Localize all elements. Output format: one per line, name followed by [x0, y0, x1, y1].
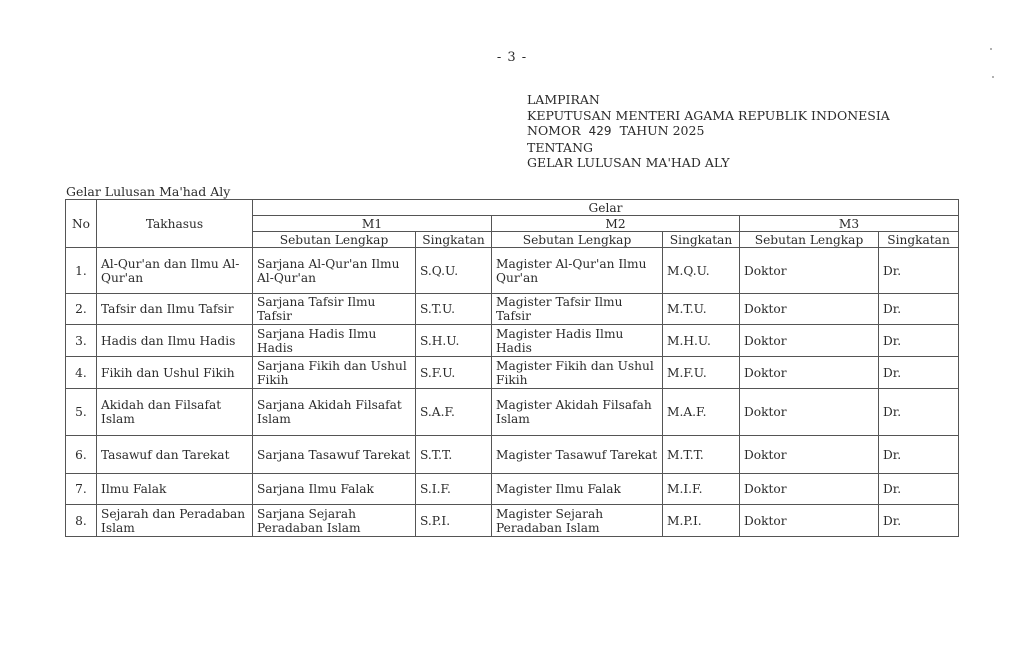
- row-no: 7.: [66, 474, 97, 505]
- header-gelar: Gelar: [253, 200, 959, 216]
- row-m2-full: Magister Fikih dan Ushul Fikih: [492, 357, 663, 389]
- header-m3-full: Sebutan Lengkap: [740, 232, 879, 248]
- table-row: [66, 389, 959, 436]
- row-m3-full: Doktor: [740, 294, 879, 325]
- header-m3-abbr: Singkatan: [879, 232, 959, 248]
- row-m1-full: Sarjana Al-Qur'an Ilmu Al-Qur'an: [253, 248, 416, 294]
- row-m3-full: Doktor: [740, 505, 879, 537]
- row-m3-full: Doktor: [740, 436, 879, 474]
- row-no: 4.: [66, 357, 97, 389]
- row-m1-abbr: S.F.U.: [416, 357, 492, 389]
- row-m1-full: Sarjana Hadis Ilmu Hadis: [253, 325, 416, 357]
- row-m3-abbr: Dr.: [879, 389, 959, 436]
- row-m2-abbr: M.T.T.: [663, 436, 740, 474]
- header-m1: M1: [253, 216, 492, 232]
- row-m1-abbr: S.H.U.: [416, 325, 492, 357]
- row-m1-full: Sarjana Tafsir Ilmu Tafsir: [253, 294, 416, 325]
- row-m2-abbr: M.F.U.: [663, 357, 740, 389]
- row-m2-full: Magister Tafsir Ilmu Tafsir: [492, 294, 663, 325]
- row-m2-abbr: M.I.F.: [663, 474, 740, 505]
- header-m2: M2: [492, 216, 740, 232]
- row-m2-full: Magister Ilmu Falak: [492, 474, 663, 505]
- row-m1-full: Sarjana Ilmu Falak: [253, 474, 416, 505]
- row-m2-abbr: M.T.U.: [663, 294, 740, 325]
- table-row: [66, 505, 959, 537]
- table-row: [66, 294, 959, 325]
- row-takhasus: Tasawuf dan Tarekat: [97, 436, 253, 474]
- table-caption: Gelar Lulusan Ma'had Aly: [66, 184, 231, 199]
- header-no: No: [66, 200, 97, 248]
- row-m3-abbr: Dr.: [879, 325, 959, 357]
- row-m1-full: Sarjana Tasawuf Tarekat: [253, 436, 416, 474]
- row-no: 6.: [66, 436, 97, 474]
- header-nomor: [527, 123, 890, 140]
- row-takhasus: Al-Qur'an dan Ilmu Al-Qur'an: [97, 248, 253, 294]
- header-takhasus: Takhasus: [97, 200, 253, 248]
- row-no: 2.: [66, 294, 97, 325]
- row-m2-abbr: M.A.F.: [663, 389, 740, 436]
- row-m2-full: Magister Tasawuf Tarekat: [492, 436, 663, 474]
- row-m3-full: Doktor: [740, 474, 879, 505]
- table-row: [66, 248, 959, 294]
- row-m2-abbr: M.P.I.: [663, 505, 740, 537]
- table-row: [66, 357, 959, 389]
- row-no: 3.: [66, 325, 97, 357]
- row-m3-abbr: Dr.: [879, 357, 959, 389]
- header-tentang: TENTANG: [527, 139, 594, 155]
- row-m2-full: Magister Sejarah Peradaban Islam: [492, 505, 663, 537]
- header-keputusan: KEPUTUSAN MENTERI AGAMA REPUBLIK INDONESIA: [527, 107, 890, 123]
- row-m3-abbr: Dr.: [879, 474, 959, 505]
- row-m1-full: Sarjana Sejarah Peradaban Islam: [253, 505, 416, 537]
- row-takhasus: Akidah dan Filsafat Islam: [97, 389, 253, 436]
- row-takhasus: Fikih dan Ushul Fikih: [97, 357, 253, 389]
- row-m1-abbr: S.Q.U.: [416, 248, 492, 294]
- header-m1-abbr: Singkatan: [416, 232, 492, 248]
- header-m1-full: Sebutan Lengkap: [253, 232, 416, 248]
- row-m3-full: Doktor: [740, 325, 879, 357]
- nomor-label: NOMOR: [527, 123, 581, 138]
- row-m2-abbr: M.Q.U.: [663, 248, 740, 294]
- row-m2-full: Magister Hadis Ilmu Hadis: [492, 325, 663, 357]
- row-takhasus: Tafsir dan Ilmu Tafsir: [97, 294, 253, 325]
- row-m3-full: Doktor: [740, 357, 879, 389]
- row-m1-abbr: S.T.U.: [416, 294, 492, 325]
- header-m2-abbr: Singkatan: [663, 232, 740, 248]
- row-takhasus: Hadis dan Ilmu Hadis: [97, 325, 253, 357]
- document-header: [527, 92, 890, 171]
- row-no: 5.: [66, 389, 97, 436]
- nomor-value: 429: [588, 124, 612, 138]
- row-m3-abbr: Dr.: [879, 248, 959, 294]
- header-subject: GELAR LULUSAN MA'HAD ALY: [527, 155, 730, 170]
- row-m1-abbr: S.A.F.: [416, 389, 492, 436]
- row-m1-full: Sarjana Akidah Filsafat Islam: [253, 389, 416, 436]
- row-m2-abbr: M.H.U.: [663, 325, 740, 357]
- row-no: 1.: [66, 248, 97, 294]
- page-number: - 3 -: [496, 50, 528, 65]
- header-m2-full: Sebutan Lengkap: [492, 232, 663, 248]
- table-row: [66, 325, 959, 357]
- row-m3-abbr: Dr.: [879, 294, 959, 325]
- row-m3-full: Doktor: [740, 248, 879, 294]
- tahun-label: TAHUN 2025: [619, 123, 705, 138]
- header-lampiran: LAMPIRAN: [527, 92, 600, 107]
- gelar-table: [65, 199, 959, 537]
- scan-speck: [992, 76, 994, 78]
- row-m1-full: Sarjana Fikih dan Ushul Fikih: [253, 357, 416, 389]
- row-m3-abbr: Dr.: [879, 436, 959, 474]
- row-m2-full: Magister Al-Qur'an Ilmu Qur'an: [492, 248, 663, 294]
- header-m3: M3: [740, 216, 959, 232]
- row-m1-abbr: S.P.I.: [416, 505, 492, 537]
- row-m1-abbr: S.T.T.: [416, 436, 492, 474]
- table-row: [66, 436, 959, 474]
- table-row: [66, 474, 959, 505]
- row-m3-abbr: Dr.: [879, 505, 959, 537]
- row-takhasus: Sejarah dan Peradaban Islam: [97, 505, 253, 537]
- row-m2-full: Magister Akidah Filsafah Islam: [492, 389, 663, 436]
- row-no: 8.: [66, 505, 97, 537]
- row-takhasus: Ilmu Falak: [97, 474, 253, 505]
- row-m3-full: Doktor: [740, 389, 879, 436]
- row-m1-abbr: S.I.F.: [416, 474, 492, 505]
- scan-speck: [990, 48, 992, 50]
